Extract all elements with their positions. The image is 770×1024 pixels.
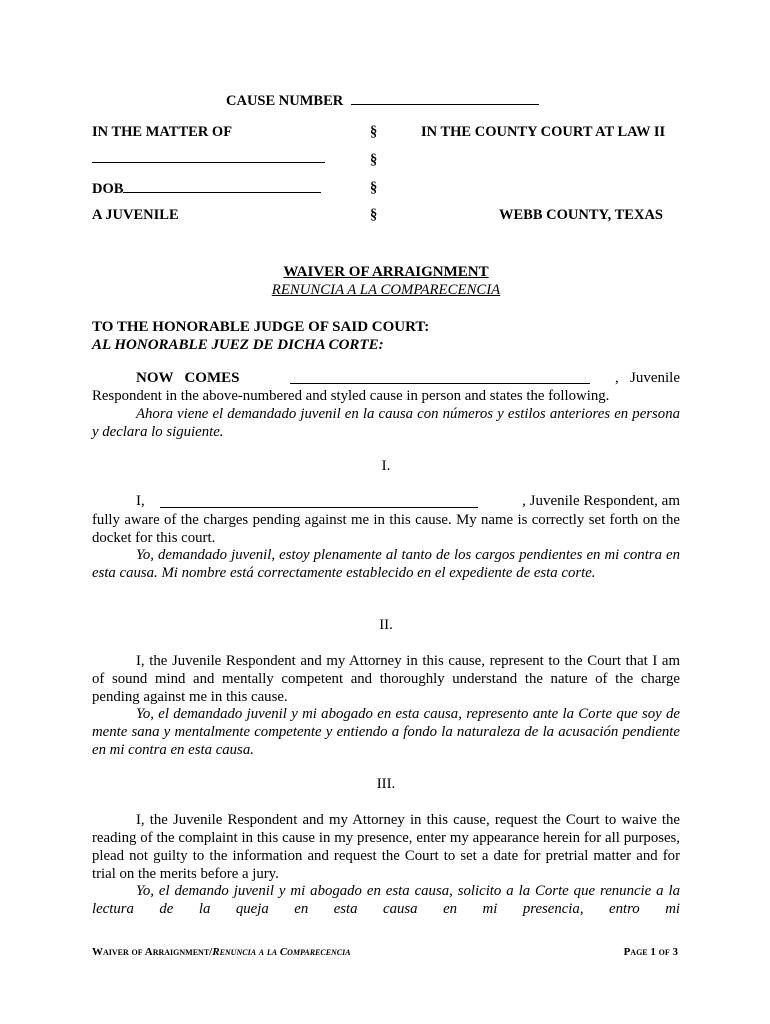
section-symbol: § bbox=[370, 152, 378, 168]
cause-number-label: CAUSE NUMBER bbox=[226, 93, 344, 109]
page-number: Page 1 of 3 bbox=[623, 946, 678, 958]
section-i-numeral: I. bbox=[381, 458, 391, 474]
juvenile-label: , Juvenile bbox=[615, 370, 680, 386]
respondent-name-blank[interactable] bbox=[92, 150, 325, 168]
dob-label: DOB bbox=[92, 181, 124, 197]
footer-title-spanish: Renuncia a la Comparecencia bbox=[212, 946, 351, 958]
section-symbol: § bbox=[370, 207, 378, 223]
court-name: IN THE COUNTY COURT AT LAW II bbox=[421, 124, 666, 140]
section-i-after-blank: , Juvenile Respondent, am bbox=[522, 493, 680, 509]
section-i-lead: I, bbox=[136, 493, 145, 509]
cause-number-blank[interactable] bbox=[351, 92, 539, 105]
cause-number bbox=[226, 92, 539, 110]
intro-spanish: Ahora viene el demandado juvenil en la causa con números y estilos anteriores en persona y declara lo siguiente. bbox=[92, 406, 680, 440]
section-ii-numeral: II. bbox=[379, 617, 393, 633]
dob-blank[interactable] bbox=[123, 180, 321, 193]
footer-title-english: Waiver of Arraignment/ bbox=[92, 946, 213, 958]
respondent-name-input[interactable] bbox=[290, 371, 590, 384]
a-juvenile: A JUVENILE bbox=[92, 207, 179, 223]
section-i-name-blank[interactable] bbox=[160, 495, 478, 508]
section-symbol: § bbox=[370, 180, 378, 196]
county: WEBB COUNTY, TEXAS bbox=[499, 207, 663, 223]
section-ii-spanish: Yo, el demandado juvenil y mi abogado en esta causa, represento ante la Corte que soy de mente sana y mentalmente competente y entiendo a fondo la naturaleza de la acusación pendiente en mi contra en esta causa. bbox=[92, 706, 680, 758]
footer-title bbox=[92, 946, 351, 958]
section-symbol: § bbox=[370, 124, 378, 140]
section-iii-english: I, the Juvenile Respondent and my Attorney in this cause, request the Court to waive the reading of the complaint in this cause in my presence, enter my appearance herein for all purposes, plead not guilty to the information and request the Court to set a date for pretrial matter and for trial on the merits before a jury. bbox=[92, 812, 680, 882]
title-spanish: RENUNCIA A LA COMPARECENCIA bbox=[271, 282, 501, 298]
in-the-matter-of: IN THE MATTER OF bbox=[92, 124, 233, 140]
dob-field bbox=[92, 180, 321, 198]
now-comes-label: NOW COMES bbox=[136, 370, 240, 386]
section-ii-english: I, the Juvenile Respondent and my Attorney in this cause, represent to the Court that I am of sound mind and mentally competent and thoroughly understand the nature of the charge pending against me in this cause. bbox=[92, 653, 680, 705]
intro-english: Respondent in the above-numbered and styled cause in person and states the following. bbox=[92, 388, 610, 404]
section-i-english: fully aware of the charges pending against me in this cause. My name is correctly set forth on the docket for this court. bbox=[92, 512, 680, 546]
section-iii-spanish: Yo, el demando juvenil y mi abogado en esta causa, solicito a la Corte que renuncie a la lectura de la queja en esta causa en mi presencia, entro mi bbox=[92, 883, 680, 917]
salutation-spanish: AL HONORABLE JUEZ DE DICHA CORTE: bbox=[92, 337, 384, 353]
section-iii-numeral: III. bbox=[376, 776, 396, 792]
salutation-english: TO THE HONORABLE JUDGE OF SAID COURT: bbox=[92, 319, 430, 335]
section-i-spanish: Yo, demandado juvenil, estoy plenamente al tanto de los cargos pendientes en mi contra en esta causa. Mi nombre está correctamente establecido en el expediente de esta corte. bbox=[92, 547, 680, 581]
title-english: WAIVER OF ARRAIGNMENT bbox=[283, 264, 489, 280]
